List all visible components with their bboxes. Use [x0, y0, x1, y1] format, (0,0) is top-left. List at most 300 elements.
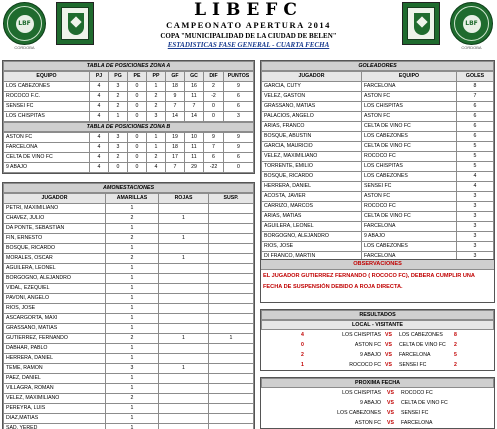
stat-cell: 4: [90, 143, 109, 153]
card-count: 2: [106, 394, 159, 404]
player-name: AGUILERA, LEONEL: [4, 264, 106, 274]
table-row: [4, 344, 254, 354]
card-count: 1: [159, 364, 209, 374]
player-name: ASCARGORTA, MAXI: [4, 314, 106, 324]
team-name: ASTON FC: [362, 192, 457, 202]
team-name: LOS CABEZONES: [362, 132, 457, 142]
vs-label: VS: [385, 362, 392, 368]
logo-caption-right: CORDOBA: [461, 45, 482, 50]
stat-cell: 14: [185, 112, 204, 122]
table-row: [4, 364, 254, 374]
observations-panel: [260, 259, 495, 303]
card-count: 1: [106, 284, 159, 294]
goals-count: 3: [457, 222, 494, 232]
card-count: [209, 294, 254, 304]
card-count: [209, 394, 254, 404]
card-count: 1: [106, 274, 159, 284]
card-count: 1: [106, 314, 159, 324]
vs-label: VS: [387, 400, 394, 406]
player-name: GRASSANO, MATIAS: [4, 324, 106, 334]
stat-cell: 2: [109, 102, 128, 112]
stat-cell: 2: [109, 153, 128, 163]
card-count: [209, 384, 254, 394]
stat-cell: 3: [109, 133, 128, 143]
stat-cell: 2: [147, 102, 166, 112]
player-name: DI FRANCO, MARTIN: [262, 252, 362, 262]
table-row: [262, 182, 494, 192]
home-team: LOS CABEZONES: [337, 410, 381, 416]
stat-cell: 7: [166, 102, 185, 112]
card-count: 2: [106, 254, 159, 264]
stat-cell: 2: [204, 82, 224, 92]
player-name: GUTIERREZ, FERNANDO: [4, 334, 106, 344]
table-row: [262, 92, 494, 102]
card-count: 1: [106, 414, 159, 424]
column-header: JUGADOR: [4, 194, 106, 204]
stat-cell: 9: [224, 82, 254, 92]
card-count: [159, 384, 209, 394]
card-count: [209, 374, 254, 384]
player-name: ARIAS, MATIAS: [262, 212, 362, 222]
team-name: CELTA DE VINO FC: [4, 153, 90, 163]
away-team: FARCELONA: [401, 420, 433, 426]
stat-cell: 3: [109, 82, 128, 92]
player-name: HERRERA, DANIEL: [4, 354, 106, 364]
table-row: [4, 374, 254, 384]
card-count: 1: [106, 384, 159, 394]
vs-label: VS: [385, 342, 392, 348]
card-count: [159, 204, 209, 214]
card-count: [209, 274, 254, 284]
table-row: [262, 112, 494, 122]
table-row: [262, 222, 494, 232]
column-header: AMARILLAS: [106, 194, 159, 204]
page-title: LIBEFC: [194, 0, 303, 20]
goals-count: 8: [457, 82, 494, 92]
stat-cell: 1: [147, 143, 166, 153]
player-name: DA PONTE, SEBASTIAN: [4, 224, 106, 234]
card-count: [159, 264, 209, 274]
stat-cell: 4: [90, 133, 109, 143]
goals-count: 3: [457, 252, 494, 262]
table-row: [262, 142, 494, 152]
goals-count: 3: [457, 202, 494, 212]
stat-cell: 11: [185, 143, 204, 153]
away-goals: 2: [454, 342, 457, 348]
table-row: [4, 153, 254, 163]
table-row: [4, 314, 254, 324]
card-count: [209, 234, 254, 244]
column-header: GC: [185, 72, 204, 82]
stat-cell: 17: [166, 153, 185, 163]
home-team: 9 ABAJO: [359, 352, 381, 358]
goals-count: 6: [457, 102, 494, 112]
stat-cell: 7: [166, 163, 185, 173]
table-row: [4, 384, 254, 394]
logo-text: LBF: [18, 20, 31, 27]
standings-a-title: TABLA DE POSICIONES ZONA A: [3, 61, 254, 71]
stat-cell: 4: [147, 163, 166, 173]
stat-cell: -22: [204, 163, 224, 173]
away-team: CELTA DE VINO FC: [401, 400, 448, 406]
card-count: [159, 304, 209, 314]
card-count: [159, 244, 209, 254]
stat-cell: 0: [128, 102, 147, 112]
table-row: [4, 284, 254, 294]
card-count: [209, 264, 254, 274]
table-row: [4, 254, 254, 264]
card-count: [209, 344, 254, 354]
card-count: 2: [106, 334, 159, 344]
goals-count: 3: [457, 192, 494, 202]
player-name: ARIAS, FRANCO: [262, 122, 362, 132]
stat-cell: 3: [224, 112, 254, 122]
column-header: PG: [109, 72, 128, 82]
vs-label: VS: [385, 332, 392, 338]
championship-subtitle: CAMPEONATO APERTURA 2014: [166, 20, 331, 30]
card-count: [209, 364, 254, 374]
goals-count: 6: [457, 112, 494, 122]
table-row: [4, 214, 254, 224]
table-row: [4, 92, 254, 102]
card-count: [159, 274, 209, 284]
team-name: LOS CABEZONES: [362, 242, 457, 252]
card-count: 1: [106, 344, 159, 354]
observations-title: OBSERVACIONES: [261, 260, 494, 270]
league-logo-left: [3, 2, 46, 45]
away-team: LOS CABEZONES: [399, 332, 443, 338]
player-name: BORGOGNO, ALEJANDRO: [262, 232, 362, 242]
goals-count: 5: [457, 162, 494, 172]
card-count: [159, 374, 209, 384]
team-name: ROCOCO F.C.: [4, 92, 90, 102]
team-name: CELTA DE VINO FC: [362, 212, 457, 222]
card-count: 1: [106, 404, 159, 414]
column-header: PE: [128, 72, 147, 82]
table-row: [262, 172, 494, 182]
card-count: [159, 314, 209, 324]
player-name: PEREYRA, LUIS: [4, 404, 106, 414]
home-team: LOS CHISPITAS: [342, 332, 381, 338]
team-name: LOS CABEZONES: [362, 172, 457, 182]
table-row: [4, 133, 254, 143]
table-row: [4, 204, 254, 214]
stat-cell: 9: [204, 133, 224, 143]
results-list: [261, 330, 494, 370]
card-count: 1: [159, 234, 209, 244]
stat-cell: 0: [128, 153, 147, 163]
player-name: BOSQUE, ABUSTIN: [262, 132, 362, 142]
goals-count: 4: [457, 172, 494, 182]
scorers-title: GOLEADORES: [261, 61, 494, 71]
stat-cell: 7: [185, 102, 204, 112]
team-name: LOS CHISPITAS: [362, 162, 457, 172]
fixture-row: [261, 418, 494, 428]
stat-cell: 0: [128, 112, 147, 122]
page-header: [100, 0, 397, 50]
team-name: FARCELONA: [362, 252, 457, 262]
player-name: VELEZ, MAXIMILIANO: [4, 394, 106, 404]
card-count: [159, 294, 209, 304]
fixture-row: [261, 398, 494, 408]
table-row: [4, 163, 254, 173]
card-count: [209, 304, 254, 314]
stat-cell: 6: [224, 102, 254, 112]
table-row: [4, 224, 254, 234]
stat-cell: 16: [185, 82, 204, 92]
team-name: ROCOCO FC: [362, 202, 457, 212]
table-row: [262, 152, 494, 162]
stat-cell: 3: [109, 143, 128, 153]
results-subtitle: LOCAL - VISITANTE: [261, 320, 494, 330]
table-row: [4, 112, 254, 122]
home-team: ROCOCO FC: [349, 362, 381, 368]
table-row: [262, 212, 494, 222]
home-goals: 2: [301, 352, 304, 358]
table-row: [262, 202, 494, 212]
observations-text: EL JUGADOR GUTIERREZ FERNANDO ( ROCOCO FC), DEBERA CUMPLIR UNA FECHA DE SUSPENSIÓN DEBIDO A ROJA DIRECTA.: [263, 273, 475, 290]
card-count: 1: [159, 214, 209, 224]
home-goals: 4: [301, 332, 304, 338]
away-team: SENSEI FC: [399, 362, 427, 368]
stat-cell: 2: [147, 153, 166, 163]
city-crest-right: [402, 2, 440, 45]
table-row: [262, 232, 494, 242]
fixture-row: [261, 388, 494, 398]
cards-panel: [2, 182, 255, 429]
table-row: [4, 354, 254, 364]
standings-a-table: [3, 71, 254, 122]
goals-count: 3: [457, 212, 494, 222]
stat-cell: 9: [166, 92, 185, 102]
goals-count: 7: [457, 92, 494, 102]
stat-cell: 4: [90, 163, 109, 173]
table-row: [262, 192, 494, 202]
table-row: [4, 264, 254, 274]
table-row: [4, 334, 254, 344]
card-count: [209, 284, 254, 294]
player-name: CARRIZO, MARCOS: [262, 202, 362, 212]
player-name: TEME, RAMON: [4, 364, 106, 374]
card-count: [159, 414, 209, 424]
away-team: ROCOCO FC: [401, 390, 433, 396]
home-team: ASTON FC: [354, 420, 381, 426]
card-count: 2: [106, 234, 159, 244]
table-row: [4, 244, 254, 254]
table-row: [4, 143, 254, 153]
stat-cell: 6: [224, 153, 254, 163]
card-count: [209, 314, 254, 324]
stat-cell: 6: [204, 153, 224, 163]
stat-cell: 0: [224, 163, 254, 173]
column-header: EQUIPO: [4, 72, 90, 82]
stat-cell: 6: [224, 92, 254, 102]
card-count: 1: [106, 294, 159, 304]
table-row: [4, 304, 254, 314]
player-name: PALACIOS, ANGELO: [262, 112, 362, 122]
stat-cell: 9: [224, 143, 254, 153]
table-row: [262, 132, 494, 142]
player-name: BORGOGNO, ALEJANDRO: [4, 274, 106, 284]
city-crest-left: [56, 2, 94, 45]
table-row: [262, 242, 494, 252]
player-name: CHAVEZ, JULIO: [4, 214, 106, 224]
player-name: PETRI, MAXIMILIANO: [4, 204, 106, 214]
stat-cell: -2: [204, 92, 224, 102]
card-count: 2: [106, 214, 159, 224]
table-row: [4, 102, 254, 112]
team-name: LOS CHISPITAS: [362, 102, 457, 112]
away-goals: 2: [454, 362, 457, 368]
stat-cell: 11: [185, 92, 204, 102]
stat-cell: 0: [128, 133, 147, 143]
home-goals: 0: [301, 342, 304, 348]
player-name: TORRENTE, EMILIO: [262, 162, 362, 172]
card-count: 1: [106, 354, 159, 364]
player-name: GARCIA, CUTY: [262, 82, 362, 92]
team-name: SENSEI FC: [362, 182, 457, 192]
table-row: [4, 234, 254, 244]
stat-cell: 10: [185, 133, 204, 143]
stat-cell: 7: [204, 143, 224, 153]
player-name: VELEZ, MAXIMILIANO: [262, 152, 362, 162]
away-team: CELTA DE VINO FC: [399, 342, 446, 348]
stat-cell: 9: [224, 133, 254, 143]
player-name: SAD, YERED: [4, 424, 106, 429]
result-row: [261, 330, 494, 340]
table-row: [4, 294, 254, 304]
stat-cell: 3: [147, 112, 166, 122]
table-row: [262, 162, 494, 172]
goals-count: 6: [457, 132, 494, 142]
cup-name: COPA "MUNICIPALIDAD DE LA CIUDAD DE BELEN": [160, 32, 337, 40]
away-team: SENSEI FC: [401, 410, 429, 416]
team-name: FARCELONA: [4, 143, 90, 153]
home-team: ASTON FC: [354, 342, 381, 348]
result-row: [261, 350, 494, 360]
column-header: PP: [147, 72, 166, 82]
cards-table: [3, 193, 254, 429]
card-count: [209, 424, 254, 429]
stat-cell: 4: [90, 92, 109, 102]
away-team: FARCELONA: [399, 352, 431, 358]
team-name: ASTON FC: [362, 92, 457, 102]
goals-count: 3: [457, 242, 494, 252]
player-name: GARCIA, MAURICIO: [262, 142, 362, 152]
stat-cell: 19: [166, 133, 185, 143]
column-header: GF: [166, 72, 185, 82]
away-goals: 8: [454, 332, 457, 338]
player-name: FIN, ERNESTO: [4, 234, 106, 244]
column-header: SUSP.: [209, 194, 254, 204]
team-name: LOS CHISPITAS: [4, 112, 90, 122]
player-name: PAEZ, DANIEL: [4, 374, 106, 384]
column-header: GOLES: [457, 72, 494, 82]
team-name: FARCELONA: [362, 222, 457, 232]
stat-cell: 2: [109, 92, 128, 102]
card-count: [209, 224, 254, 234]
card-count: [159, 344, 209, 354]
card-count: 1: [106, 264, 159, 274]
player-name: VIDAL, EZEQUIEL: [4, 284, 106, 294]
card-count: [159, 284, 209, 294]
team-name: CELTA DE VINO FC: [362, 142, 457, 152]
card-count: [159, 354, 209, 364]
stat-cell: 4: [90, 153, 109, 163]
card-count: [209, 324, 254, 334]
result-row: [261, 340, 494, 350]
team-name: ASTON FC: [4, 133, 90, 143]
team-name: 9 ABAJO: [4, 163, 90, 173]
team-name: ROCOCO FC: [362, 152, 457, 162]
player-name: GRASSANO, MATIAS: [262, 102, 362, 112]
card-count: 1: [159, 254, 209, 264]
table-row: [4, 394, 254, 404]
team-name: LOS CABEZONES: [4, 82, 90, 92]
team-name: FARCELONA: [362, 82, 457, 92]
table-row: [4, 404, 254, 414]
table-row: [4, 414, 254, 424]
team-name: 9 ABAJO: [362, 232, 457, 242]
player-name: BOSQUE, RICARDO: [4, 244, 106, 254]
fixture-row: [261, 408, 494, 418]
next-panel: [260, 377, 495, 429]
vs-label: VS: [385, 352, 392, 358]
stat-cell: 1: [147, 133, 166, 143]
goals-count: 4: [457, 182, 494, 192]
scorers-panel: [260, 60, 495, 263]
next-title: PROXIMA FECHA: [261, 378, 494, 388]
player-name: DABHAR, PABLO: [4, 344, 106, 354]
player-name: PAVONI, ANGELO: [4, 294, 106, 304]
card-count: 1: [209, 334, 254, 344]
card-count: 1: [106, 224, 159, 234]
stat-cell: 0: [204, 102, 224, 112]
home-team: LOS CHISPITAS: [342, 390, 381, 396]
card-count: 1: [106, 304, 159, 314]
vs-label: VS: [387, 410, 394, 416]
table-row: [4, 82, 254, 92]
league-logo-right: [450, 2, 493, 45]
column-header: ROJAS: [159, 194, 209, 204]
stat-cell: 0: [109, 163, 128, 173]
results-title: RESULTADOS: [261, 310, 494, 320]
card-count: [159, 394, 209, 404]
card-count: 1: [106, 374, 159, 384]
column-header: DIF: [204, 72, 224, 82]
logo-text: LBF: [465, 20, 478, 27]
player-name: AGUILERA, LEONEL: [262, 222, 362, 232]
player-name: HERRERA, DANIEL: [262, 182, 362, 192]
stat-cell: 0: [128, 82, 147, 92]
card-count: 1: [159, 334, 209, 344]
stat-cell: 1: [147, 82, 166, 92]
next-list: [261, 388, 494, 428]
card-count: 3: [106, 364, 159, 374]
card-count: [159, 404, 209, 414]
team-name: ASTON FC: [362, 112, 457, 122]
table-row: [262, 122, 494, 132]
results-panel: [260, 309, 495, 371]
card-count: [209, 354, 254, 364]
player-name: RIOS, JOSE: [4, 304, 106, 314]
card-count: 1: [106, 244, 159, 254]
stat-cell: 0: [204, 112, 224, 122]
stat-cell: 2: [147, 92, 166, 102]
card-count: [209, 244, 254, 254]
column-header: PUNTOS: [224, 72, 254, 82]
player-name: BOSQUE, RICARDO: [262, 172, 362, 182]
